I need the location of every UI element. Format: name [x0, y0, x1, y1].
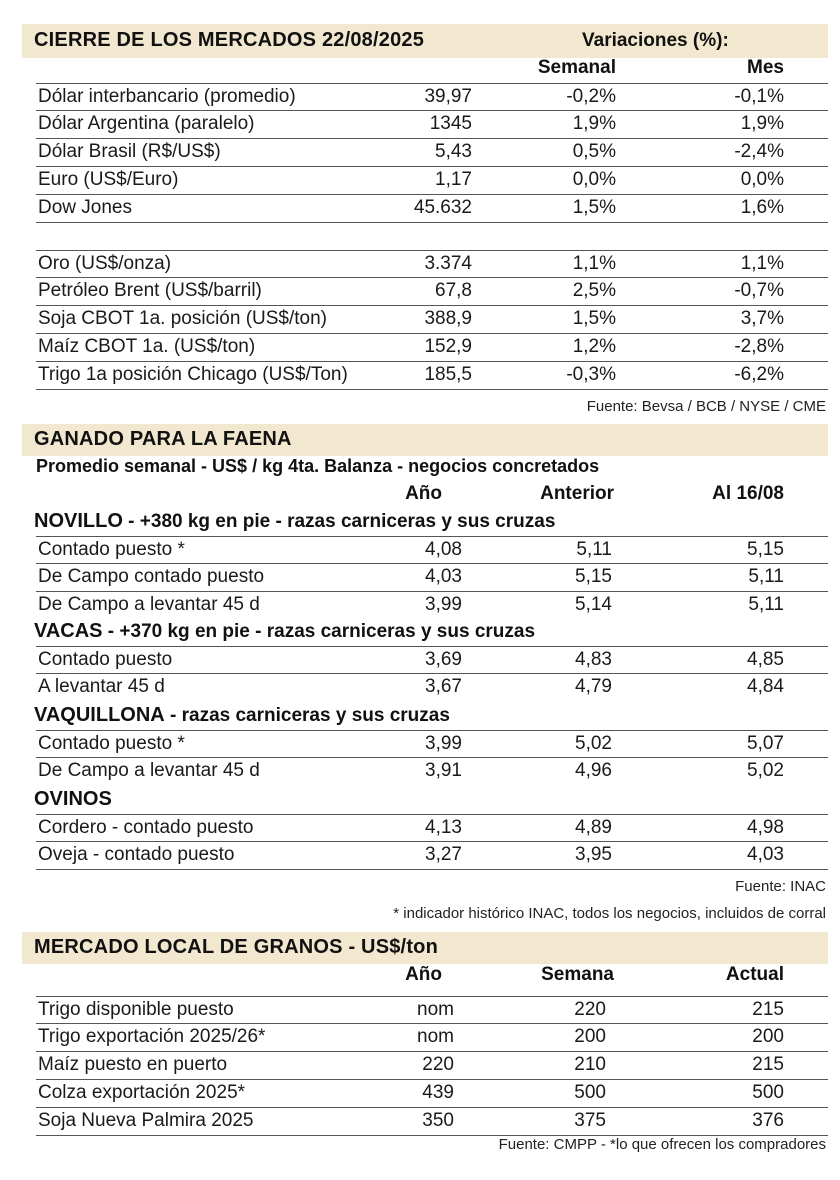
row-weekly-change: 1,9%: [572, 113, 616, 134]
table-row: [36, 996, 828, 1024]
row-month-change: -6,2%: [734, 364, 784, 385]
row-label: Soja CBOT 1a. posición (US$/ton): [38, 308, 328, 329]
row-value: 67,8: [435, 280, 472, 301]
row-week: 210: [574, 1054, 606, 1075]
row-label: Dólar interbancario (promedio): [38, 86, 296, 107]
row-label: Dólar Brasil (R$/US$): [38, 141, 221, 162]
row-previous: 5,11: [576, 539, 612, 560]
row-previous: 4,89: [575, 817, 612, 838]
category-heading: [34, 788, 112, 811]
row-weekly-change: -0,3%: [566, 364, 616, 385]
cattle-source: Fuente: INAC: [735, 878, 826, 895]
category-detail: - +370 kg en pie - razas carniceras y sus cruzas: [102, 621, 536, 642]
row-at-date: 5,02: [747, 760, 784, 780]
category-name: VAQUILLONA: [34, 704, 165, 726]
row-value: 185,5: [424, 364, 472, 385]
row-at-date: 4,98: [747, 817, 784, 838]
row-at-date: 5,07: [747, 733, 784, 754]
cattle-footnote: * indicador histórico INAC, todos los negocios, incluidos de corral: [393, 905, 826, 922]
markets-title: CIERRE DE LOS MERCADOS 22/08/2025: [34, 29, 425, 51]
row-label: De Campo contado puesto: [38, 566, 265, 587]
col-weekly-header: Semanal: [537, 57, 616, 78]
row-label: Contado puesto *: [38, 539, 185, 560]
row-current: 200: [752, 1026, 784, 1047]
row-year: 4,08: [425, 539, 462, 560]
row-year: 3,91: [425, 760, 462, 780]
row-value: 388,9: [424, 308, 472, 329]
row-label: Oro (US$/onza): [38, 253, 172, 274]
row-month-change: 1,6%: [740, 197, 784, 218]
col-at-date-header: Al 16/08: [712, 483, 784, 504]
row-previous: 5,14: [575, 594, 612, 614]
category-detail: - +380 kg en pie - razas carniceras y sus cruzas: [122, 511, 556, 532]
row-weekly-change: 1,5%: [572, 197, 616, 218]
grains-col-week-header: Semana: [541, 964, 614, 985]
category-name: OVINOS: [34, 788, 112, 810]
row-label: Dólar Argentina (paralelo): [38, 113, 255, 134]
row-year: 3,67: [425, 676, 462, 696]
table-row: [36, 646, 828, 674]
row-at-date: 4,84: [747, 676, 784, 696]
row-year: 220: [422, 1054, 454, 1075]
table-row: [36, 362, 828, 390]
row-label: Maíz puesto en puerto: [38, 1054, 228, 1075]
table-row: [36, 564, 828, 592]
row-weekly-change: 1,1%: [572, 253, 616, 274]
row-label: Petróleo Brent (US$/barril): [38, 280, 262, 301]
row-previous: 5,02: [575, 733, 612, 754]
category-heading: [34, 620, 535, 643]
col-month-header: Mes: [747, 57, 784, 78]
row-at-date: 4,03: [747, 844, 784, 865]
row-previous: 4,96: [575, 760, 612, 780]
row-month-change: -0,7%: [734, 280, 784, 301]
row-value: 1,17: [435, 169, 472, 190]
row-month-change: 1,1%: [740, 253, 784, 274]
table-row: [36, 1108, 828, 1136]
row-weekly-change: 1,5%: [572, 308, 616, 329]
table-row: [36, 674, 828, 696]
row-year: 3,69: [425, 649, 462, 670]
table-row: [36, 306, 828, 334]
table-row: [36, 83, 828, 111]
grains-col-year-header: Año: [405, 964, 442, 985]
row-label: Trigo 1a posición Chicago (US$/Ton): [38, 364, 348, 385]
category-detail: - razas carniceras y sus cruzas: [164, 705, 450, 726]
table-row: [36, 592, 828, 614]
variations-label: Variaciones (%):: [582, 30, 729, 51]
row-value: 152,9: [424, 336, 472, 357]
row-previous: 3,95: [575, 844, 612, 865]
table-row: [36, 842, 828, 870]
category-name: NOVILLO: [34, 510, 123, 532]
row-current: 215: [752, 999, 784, 1020]
col-previous-header: Anterior: [540, 483, 614, 504]
row-month-change: 1,9%: [740, 113, 784, 134]
row-label: Contado puesto: [38, 649, 173, 670]
row-value: 1345: [429, 113, 472, 134]
row-weekly-change: 2,5%: [572, 280, 616, 301]
category-heading: [34, 510, 555, 533]
row-label: Soja Nueva Palmira 2025: [38, 1110, 254, 1131]
row-previous: 5,15: [575, 566, 612, 587]
row-month-change: -2,4%: [734, 141, 784, 162]
row-previous: 4,79: [575, 676, 612, 696]
row-at-date: 5,11: [748, 566, 784, 587]
table-row: [36, 1080, 828, 1108]
row-year: 4,13: [425, 817, 462, 838]
category-name: VACAS: [34, 620, 103, 642]
grains-title: MERCADO LOCAL DE GRANOS - US$/ton: [34, 936, 439, 958]
grains-source: Fuente: CMPP - *lo que ofrecen los compradores: [498, 1136, 826, 1153]
row-weekly-change: -0,2%: [566, 86, 616, 107]
row-at-date: 5,11: [748, 594, 784, 614]
row-year: nom: [417, 999, 454, 1020]
row-weekly-change: 0,0%: [572, 169, 616, 190]
table-row: [36, 536, 828, 564]
row-year: 439: [422, 1082, 454, 1103]
row-month-change: 3,7%: [740, 308, 784, 329]
cattle-title: GANADO PARA LA FAENA: [34, 428, 292, 450]
row-value: 39,97: [424, 86, 472, 107]
row-week: 500: [574, 1082, 606, 1103]
table-row: [36, 814, 828, 842]
row-label: Maíz CBOT 1a. (US$/ton): [38, 336, 256, 357]
row-current: 500: [752, 1082, 784, 1103]
row-at-date: 4,85: [747, 649, 784, 670]
row-label: Trigo exportación 2025/26*: [38, 1026, 266, 1047]
row-month-change: -2,8%: [734, 336, 784, 357]
row-year: 3,99: [425, 733, 462, 754]
table-row: [36, 730, 828, 758]
row-label: De Campo a levantar 45 d: [38, 594, 260, 614]
row-previous: 4,83: [575, 649, 612, 670]
row-label: Contado puesto *: [38, 733, 185, 754]
row-year: nom: [417, 1026, 454, 1047]
table-row: [36, 334, 828, 362]
row-year: 350: [422, 1110, 454, 1131]
row-week: 220: [574, 999, 606, 1020]
table-row: [36, 111, 828, 139]
row-year: 4,03: [425, 566, 462, 587]
row-value: 45.632: [413, 197, 472, 218]
table-row: [36, 250, 828, 278]
row-week: 375: [574, 1110, 606, 1131]
row-label: Trigo disponible puesto: [38, 999, 234, 1020]
row-label: De Campo a levantar 45 d: [38, 760, 260, 780]
row-label: Colza exportación 2025*: [38, 1082, 246, 1103]
row-current: 376: [752, 1110, 784, 1131]
table-row: [36, 1052, 828, 1080]
table-row: [36, 139, 828, 167]
table-row: [36, 758, 828, 780]
row-month-change: -0,1%: [734, 86, 784, 107]
row-value: 5,43: [435, 141, 472, 162]
row-value: 3.374: [424, 253, 472, 274]
row-label: Cordero - contado puesto: [38, 817, 254, 838]
row-year: 3,99: [425, 594, 462, 614]
grains-col-current-header: Actual: [725, 964, 784, 985]
row-month-change: 0,0%: [740, 169, 784, 190]
row-week: 200: [574, 1026, 606, 1047]
row-weekly-change: 0,5%: [572, 141, 616, 162]
col-year-header: Año: [405, 483, 442, 504]
category-heading: [34, 704, 450, 727]
row-current: 215: [752, 1054, 784, 1075]
row-label: Euro (US$/Euro): [38, 169, 179, 190]
row-label: A levantar 45 d: [38, 676, 165, 696]
row-at-date: 5,15: [747, 539, 784, 560]
row-label: Dow Jones: [38, 197, 132, 218]
table-row: [36, 167, 828, 195]
row-year: 3,27: [425, 844, 462, 865]
table-row: [36, 278, 828, 306]
table-row: [36, 195, 828, 223]
markets-source: Fuente: Bevsa / BCB / NYSE / CME: [586, 398, 826, 415]
row-label: Oveja - contado puesto: [38, 844, 235, 865]
row-weekly-change: 1,2%: [572, 336, 616, 357]
table-row: [36, 1024, 828, 1052]
cattle-subtitle: Promedio semanal - US$ / kg 4ta. Balanza - negocios concretados: [36, 456, 600, 476]
